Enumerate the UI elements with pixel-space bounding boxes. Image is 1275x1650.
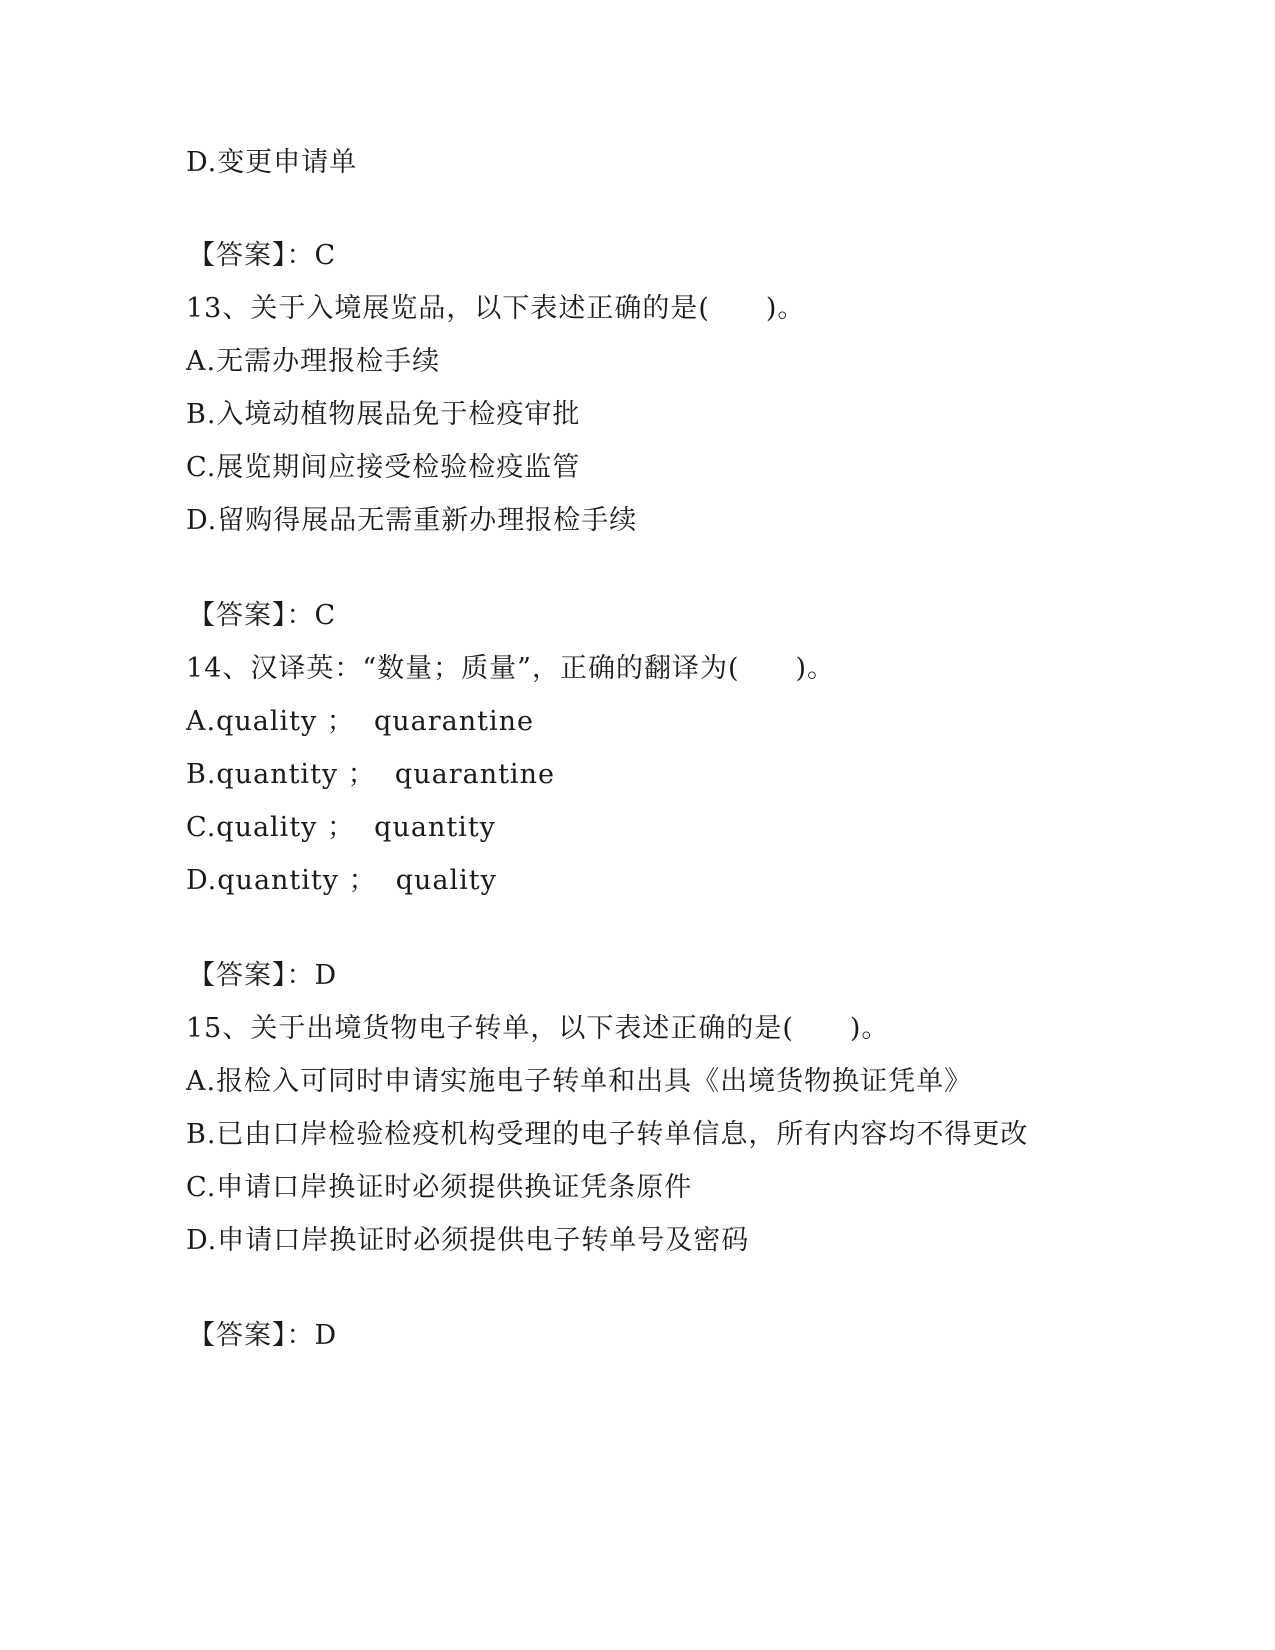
q12-option-d: D.变更申请单 — [186, 147, 358, 178]
q14-option-a: A.quality ； quarantine — [186, 706, 534, 737]
q14-answer: 【答案】：D — [188, 960, 338, 991]
q15-stem: 15、关于出境货物电子转单，以下表述正确的是( )。 — [186, 1013, 890, 1044]
q13-option-d: D.留购得展品无需重新办理报检手续 — [186, 505, 638, 536]
q13-answer: 【答案】：C — [188, 600, 337, 631]
q13-option-a: A.无需办理报检手续 — [186, 346, 441, 377]
q15-option-a: A.报检入可同时申请实施电子转单和出具《出境货物换证凭单》 — [186, 1066, 973, 1097]
q13-stem: 13、关于入境展览品，以下表述正确的是( )。 — [186, 293, 806, 324]
q14-option-d: D.quantity ； quality — [186, 865, 497, 896]
q14-stem: 14、汉译英：“数量；质量”，正确的翻译为( )。 — [186, 653, 836, 684]
q15-option-d: D.申请口岸换证时必须提供电子转单号及密码 — [186, 1225, 750, 1256]
q13-option-c: C.展览期间应接受检验检疫监管 — [186, 452, 581, 483]
q12-answer: 【答案】：C — [188, 240, 337, 271]
q14-option-b: B.quantity ； quarantine — [186, 759, 555, 790]
q15-option-b: B.已由口岸检验检疫机构受理的电子转单信息，所有内容均不得更改 — [186, 1119, 1029, 1150]
q15-option-c: C.申请口岸换证时必须提供换证凭条原件 — [186, 1172, 693, 1203]
q15-answer: 【答案】：D — [188, 1320, 338, 1351]
q13-option-b: B.入境动植物展品免于检疫审批 — [186, 399, 581, 430]
q14-option-c: C.quality ； quantity — [186, 812, 496, 843]
